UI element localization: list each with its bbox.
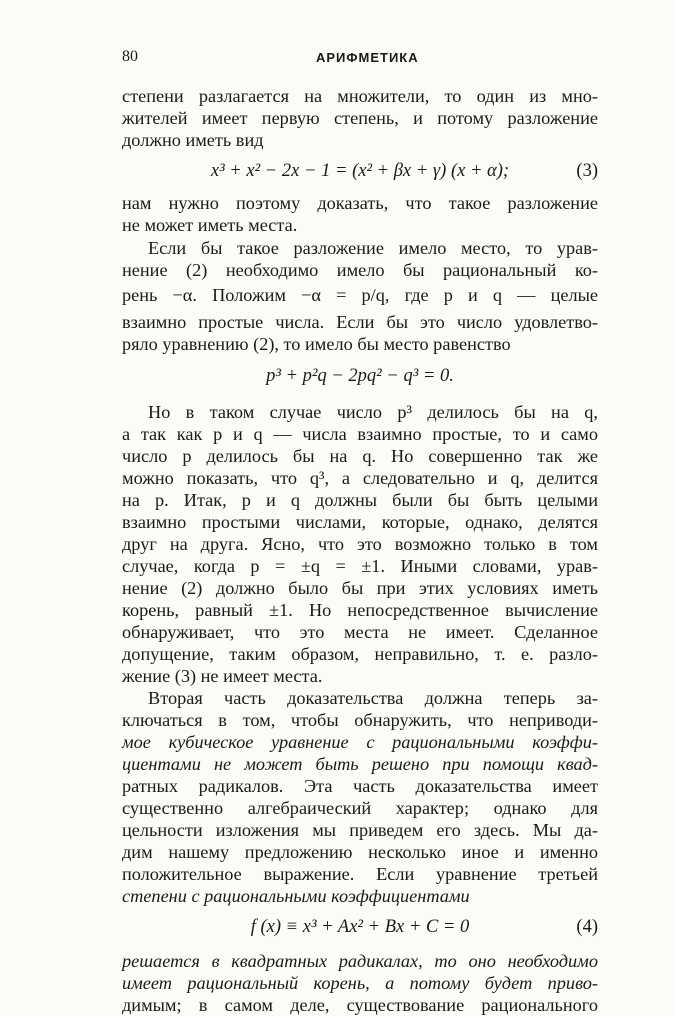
formula-text: f (x) ≡ x³ + Ax² + Bx + C = 0 [250,917,470,937]
text-line: обнаруживает, что это места не имеет. Сделанное [122,622,598,642]
text-line: а так как p и q — числа взаимно простые, то и само [122,424,598,444]
text-line: случае, когда p = ±q = ±1. Иными словами, урав- [122,556,598,576]
page-number: 80 [122,48,138,65]
text-line: число p делилось бы на q. Но совершенно так же [122,446,598,466]
text-line: рень −α. Положим −α = p/q, где p и q — целые [122,285,598,305]
text-line: допущение, таким образом, неправильно, т. е. разло- [122,644,598,664]
text-line: нение (2) необходимо имело бы рациональный ко- [122,260,598,280]
text-line: можно показать, что q³, а следовательно и q, делится [122,468,598,488]
text-line: циентами не может быть решено при помощи квад- [122,754,598,774]
equation-number: (3) [576,161,598,181]
text-line: решается в квадратных радикалах, то оно необходимо [122,951,598,971]
text-line: должно иметь вид [122,130,264,150]
text-line: цельности изложения мы приведем его здесь. Мы да- [122,820,598,840]
text-line: существенно алгебраический характер; однако для [122,798,598,818]
book-page [122,48,598,1015]
formula-text: p³ + p²q − 2pq² − q³ = 0. [266,366,454,386]
text-line: на p. Итак, p и q должны были бы быть целыми [122,490,598,510]
text-line: Но в таком случае число p³ делилось бы на q, [148,402,598,422]
text-line: жение (3) не имеет места. [122,666,323,686]
text-line: взаимно простыми числами, которые, однако, делятся [122,512,598,532]
text-line: мое кубическое уравнение с рациональными коэффи- [122,732,598,752]
text-line: взаимно простые числа. Если бы это число удовлетво- [122,312,598,332]
text-line: степени разлагается на множители, то один из мно- [122,86,598,106]
text-line: имеет рациональный корень, а потому будет приво- [122,973,598,993]
text-line: ряло уравнению (2), то имело бы место равенство [122,334,511,354]
text-line: нам нужно поэтому доказать, что такое разложение [122,193,598,213]
equation-number: (4) [576,917,598,937]
text-line: дим нашему предложению несколько иное и именно [122,842,598,862]
text-line: нение (2) должно было бы при этих условиях иметь [122,578,598,598]
text-line: ратных радикалов. Эта часть доказательства имеет [122,776,598,796]
text-line: друг на друга. Ясно, что это возможно только в том [122,534,598,554]
text-line: Если бы такое разложение имело место, то урав- [148,238,598,258]
formula-text: x³ + x² − 2x − 1 = (x² + βx + γ) (x + α); [210,161,510,181]
text-line: степени с рациональными коэффициентами [122,886,470,906]
running-head: АРИФМЕТИКА [316,50,419,65]
text-line: ключаться в том, чтобы обнаружить, что неприводи- [122,710,598,730]
text-line: жителей имеет первую степень, и потому разложение [122,108,598,128]
text-line: Вторая часть доказательства должна теперь за- [148,688,598,708]
text-line: димым; в самом деле, существование рационального [122,995,598,1015]
text-line: положительное выражение. Если уравнение третьей [122,864,598,884]
text-line: не может иметь места. [122,215,298,235]
page-header [122,48,598,70]
text-line: корень, равный ±1. Но непосредственное вычисление [122,600,598,620]
